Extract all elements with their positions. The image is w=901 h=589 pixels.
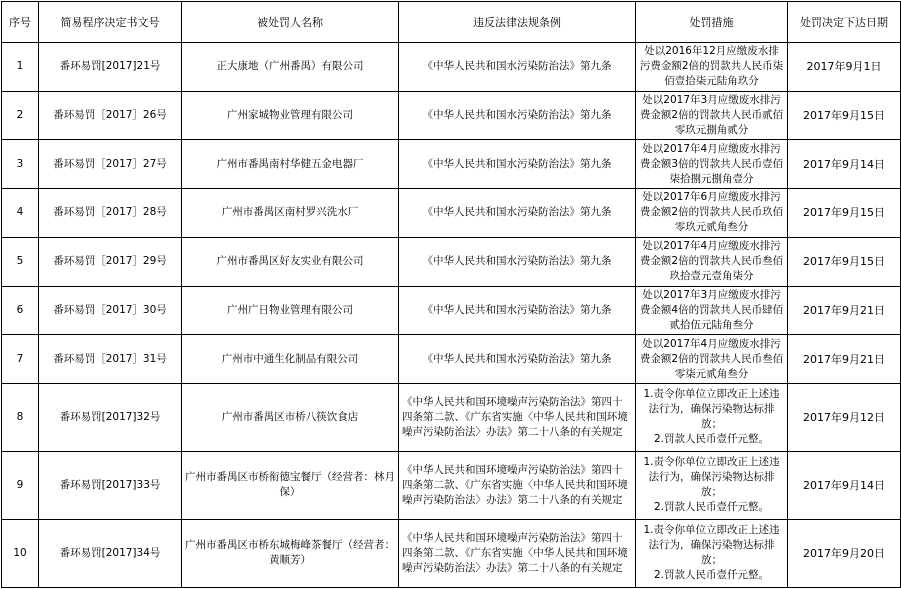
measure-text: 1.责令你单位立即改正上述违法行为，确保污染物达标排放； 2.罚款人民币壹仟元整。 [643, 456, 780, 514]
row-violated-law: 《中华人民共和国水污染防治法》第九条 [399, 335, 636, 384]
row-penalty-measure [636, 451, 788, 519]
table-row [2, 140, 901, 189]
row-decision-date: 2017年9月15日 [788, 237, 901, 286]
row-no: 9 [2, 451, 39, 519]
table-body [2, 43, 901, 588]
row-decision-date: 2017年9月12日 [788, 383, 901, 451]
row-decision-date: 2017年9月1日 [788, 43, 901, 92]
header-decision-date: 处罚决定下达日期 [788, 2, 901, 43]
row-violated-law: 《中华人民共和国水污染防治法》第九条 [399, 237, 636, 286]
header-penalized-name: 被处罚人名称 [182, 2, 399, 43]
row-no: 3 [2, 140, 39, 189]
row-penalized-name: 广州市番禺区好友实业有限公司 [182, 237, 399, 286]
row-penalized-name: 正大康地（广州番禺）有限公司 [182, 43, 399, 92]
table-row [2, 237, 901, 286]
row-penalized-name: 广州市番禺区南村罗兴洗水厂 [182, 189, 399, 238]
row-penalty-measure: 处以2017年4月应缴废水排污费金额2倍的罚款共人民币叁佰玖拾壹元壹角柒分 [636, 237, 788, 286]
measure-text: 1.责令你单位立即改正上述违法行为，确保污染物达标排放； 2.罚款人民币壹仟元整。 [643, 388, 780, 446]
row-penalized-name: 广州市番禺区市桥东城梅峰茶餐厅（经营者：黄顺芳） [182, 519, 399, 587]
row-penalized-name: 广州市番禺南村华健五金电器厂 [182, 140, 399, 189]
row-penalized-name: 广州广日物业管理有限公司 [182, 286, 399, 335]
row-penalty-measure: 处以2017年6月应缴废水排污费金额2倍的罚款共人民币玖佰零玖元贰角叁分 [636, 189, 788, 238]
penalty-table [1, 1, 901, 588]
table-row [2, 43, 901, 92]
row-penalty-measure: 处以2017年4月应缴废水排污费金额3倍的罚款共人民币壹佰柒拾捌元捌角壹分 [636, 140, 788, 189]
header-violated-law: 违反法律法规条例 [399, 2, 636, 43]
row-no: 4 [2, 189, 39, 238]
row-no: 1 [2, 43, 39, 92]
row-doc-number: 番环易罚[2017]32号 [39, 383, 182, 451]
row-no: 5 [2, 237, 39, 286]
table-row [2, 383, 901, 451]
row-penalty-measure: 处以2017年4月应缴废水排污费金额2倍的罚款共人民币叁佰零柒元贰角叁分 [636, 335, 788, 384]
table-header-row [2, 2, 901, 43]
table-row [2, 91, 901, 140]
row-penalized-name: 广州市番禺区市桥八筷饮食店 [182, 383, 399, 451]
table-row [2, 451, 901, 519]
row-doc-number: 番环易罚［2017］30号 [39, 286, 182, 335]
row-no: 7 [2, 335, 39, 384]
row-penalized-name: 广州市中通生化制品有限公司 [182, 335, 399, 384]
row-decision-date: 2017年9月21日 [788, 286, 901, 335]
row-decision-date: 2017年9月20日 [788, 519, 901, 587]
row-penalty-measure: 处以2017年3月应缴废水排污费金额2倍的罚款共人民币贰佰零玖元捌角贰分 [636, 91, 788, 140]
row-no: 2 [2, 91, 39, 140]
table-row [2, 519, 901, 587]
row-violated-law: 《中华人民共和国环境噪声污染防治法》第四十四条第二款、《广东省实施〈中华人民共和国环境噪声污染防治法〉办法》第二十八条的有关规定 [399, 519, 636, 587]
row-decision-date: 2017年9月21日 [788, 335, 901, 384]
row-violated-law: 《中华人民共和国水污染防治法》第九条 [399, 286, 636, 335]
row-doc-number: 番环易罚［2017］27号 [39, 140, 182, 189]
row-doc-number: 番环易罚［2017］26号 [39, 91, 182, 140]
row-violated-law: 《中华人民共和国环境噪声污染防治法》第四十四条第二款、《广东省实施〈中华人民共和国环境噪声污染防治法〉办法》第二十八条的有关规定 [399, 383, 636, 451]
measure-text: 1.责令你单位立即改正上述违法行为，确保污染物达标排放； 2.罚款人民币壹仟元整。 [643, 524, 780, 582]
table-row [2, 335, 901, 384]
row-doc-number: 番环易罚[2017]34号 [39, 519, 182, 587]
row-doc-number: 番环易罚[2017]21号 [39, 43, 182, 92]
row-doc-number: 番环易罚［2017］29号 [39, 237, 182, 286]
row-penalty-measure [636, 519, 788, 587]
row-no: 8 [2, 383, 39, 451]
header-no: 序号 [2, 2, 39, 43]
row-no: 10 [2, 519, 39, 587]
row-violated-law: 《中华人民共和国水污染防治法》第九条 [399, 43, 636, 92]
row-decision-date: 2017年9月15日 [788, 189, 901, 238]
row-penalized-name: 广州市番禺区市桥衔德宝餐厅（经营者：林月保） [182, 451, 399, 519]
row-doc-number: 番环易罚[2017]33号 [39, 451, 182, 519]
header-penalty-measure: 处罚措施 [636, 2, 788, 43]
row-violated-law: 《中华人民共和国水污染防治法》第九条 [399, 140, 636, 189]
table-row [2, 286, 901, 335]
row-penalty-measure: 处以2017年3月应缴废水排污费金额4倍的罚款共人民币肆佰贰拾伍元陆角叁分 [636, 286, 788, 335]
row-violated-law: 《中华人民共和国水污染防治法》第九条 [399, 189, 636, 238]
row-no: 6 [2, 286, 39, 335]
row-penalty-measure: 处以2016年12月应缴废水排污费金额2倍的罚款共人民币柒佰壹拾柒元陆角玖分 [636, 43, 788, 92]
header-doc-number: 简易程序决定书文号 [39, 2, 182, 43]
row-doc-number: 番环易罚［2017］28号 [39, 189, 182, 238]
row-decision-date: 2017年9月15日 [788, 91, 901, 140]
row-decision-date: 2017年9月14日 [788, 451, 901, 519]
row-violated-law: 《中华人民共和国水污染防治法》第九条 [399, 91, 636, 140]
row-penalty-measure [636, 383, 788, 451]
row-doc-number: 番环易罚［2017］31号 [39, 335, 182, 384]
row-penalized-name: 广州家城物业管理有限公司 [182, 91, 399, 140]
row-decision-date: 2017年9月14日 [788, 140, 901, 189]
table-row [2, 189, 901, 238]
row-violated-law: 《中华人民共和国环境噪声污染防治法》第四十四条第二款、《广东省实施〈中华人民共和国环境噪声污染防治法〉办法》第二十八条的有关规定 [399, 451, 636, 519]
